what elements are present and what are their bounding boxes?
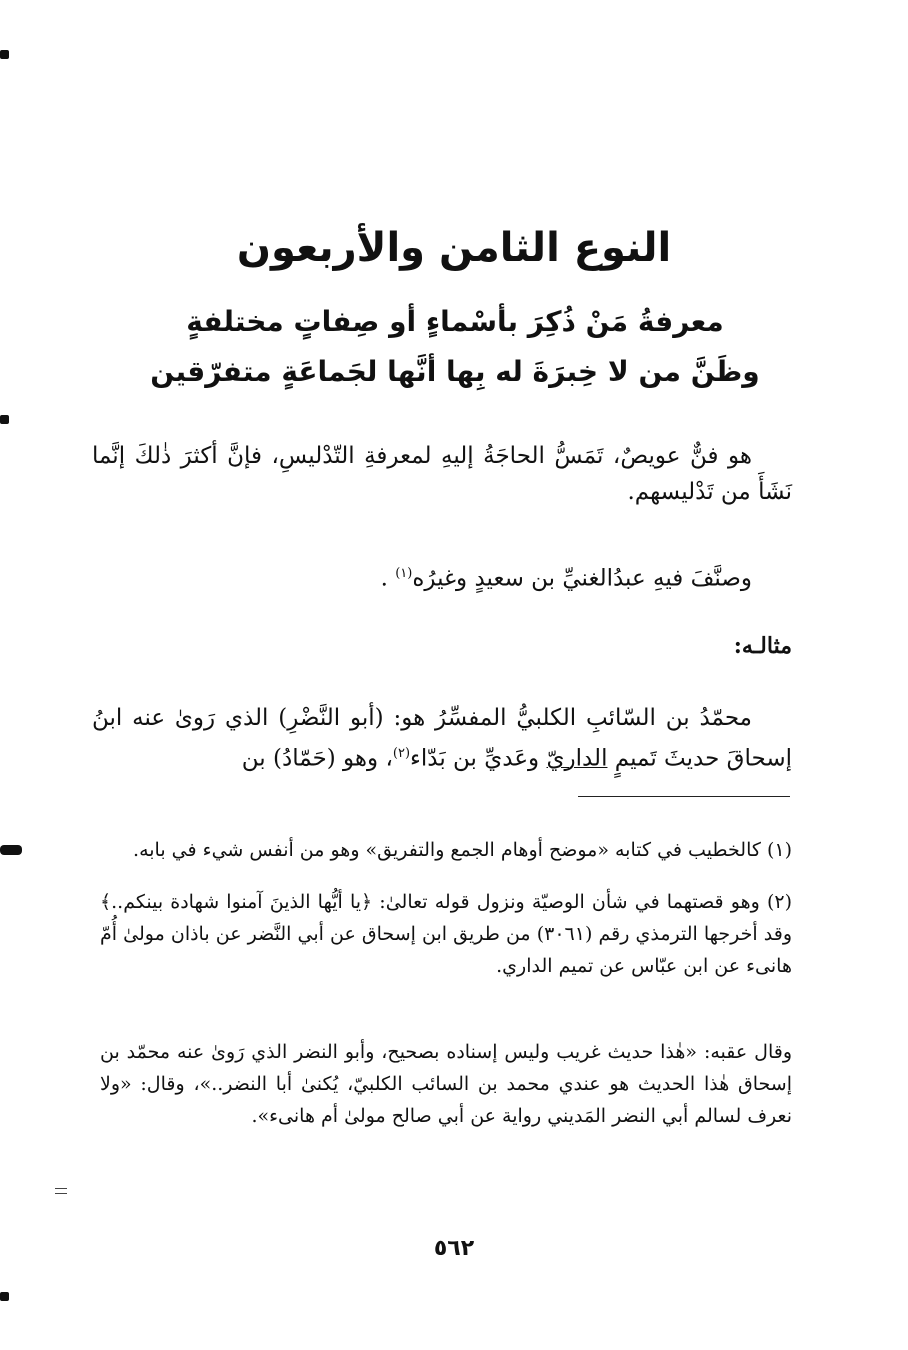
paragraph-text: وصنَّفَ فيهِ عبدُالغنيِّ بن سعيدٍ وغيرُه: [412, 565, 752, 592]
body-paragraph-3: [92, 700, 792, 777]
paragraph-text: هو فنٌّ عويصٌ، تَمَسُّ الحاجَةُ إليهِ لمعرفةِ التّدْليسِ، فإنَّ أكثرَ ذٰلكَ إنَّما نَشَأَ من تَدْليسهم.: [92, 443, 792, 505]
underlined-word: الداريّ: [546, 745, 608, 772]
footnote-separator: [578, 796, 790, 797]
footnote-2: (٢) وهو قصتهما في شأن الوصيّة ونزول قوله تعالىٰ: ﴿يا أيُّها الذينَ آمنوا شهادة بينكم..﴾ وقد أخرجها الترمذي رقم (٣٠٦١) من طريق ابن إسحاق عن أبي النَّضر عن باذان مولىٰ أُمّ هانىء عن ابن عبّاس عن تميم الداري.: [100, 891, 793, 977]
chapter-title: النوع الثامن والأربعون: [236, 225, 672, 271]
body-paragraph-1: [92, 438, 792, 510]
scan-edge-mark: [0, 50, 9, 59]
scan-edge-mark: [0, 845, 22, 855]
footnote-ref-1: (١): [395, 566, 413, 581]
example-heading: مثالـه:: [733, 633, 792, 659]
chapter-subtitle-line-1: معرفةُ مَنْ ذُكِرَ بأسْماءٍ أو صِفاتٍ مختلفةٍ: [186, 305, 724, 338]
scan-edge-mark: [0, 415, 9, 424]
footnote-1: (١) كالخطيب في كتابه «موضح أوهام الجمع والتفريق» وهو من أنفس شيء في بابه.: [133, 839, 792, 861]
page-number: ٥٦٢: [433, 1236, 475, 1261]
chapter-subtitle-line-2: وظَنَّ من لا خِبرَةَ له بِها أنَّها لجَماعَةٍ متفرّقين: [150, 355, 760, 388]
paragraph-end: .: [380, 565, 388, 592]
scan-dash-mark: [55, 1188, 67, 1194]
paragraph-text-cont: وعَديِّ بن بَدّاء: [410, 745, 547, 772]
scan-edge-mark: [0, 1292, 9, 1301]
body-paragraph-2: [92, 556, 792, 597]
footnote-ref-2: (٢): [392, 746, 411, 761]
paragraph-text-end: ، وهو (حَمّادُ) بن: [241, 745, 393, 772]
paragraph-text: محمّدُ بن السّائبِ الكلبيُّ المفسِّرُ هو: (أبو النَّضْرِ) الذي رَوىٰ عنه ابنُ إسحاقَ حديثَ تَميمٍ: [92, 705, 792, 772]
footnote-2-continuation: وقال عقبه: «هٰذا حديث غريب وليس إسناده بصحيح، وأبو النضر الذي رَوىٰ عنه محمّد بن إسحاق هٰذا الحديث هو عندي محمد بن السائب الكلبيّ، يُكنىٰ أبا النضر..»، وقال: «ولا نعرف لسالم أبي النضر المَديني رواية عن أبي صالح مولىٰ أم هانىء».: [100, 1041, 792, 1127]
